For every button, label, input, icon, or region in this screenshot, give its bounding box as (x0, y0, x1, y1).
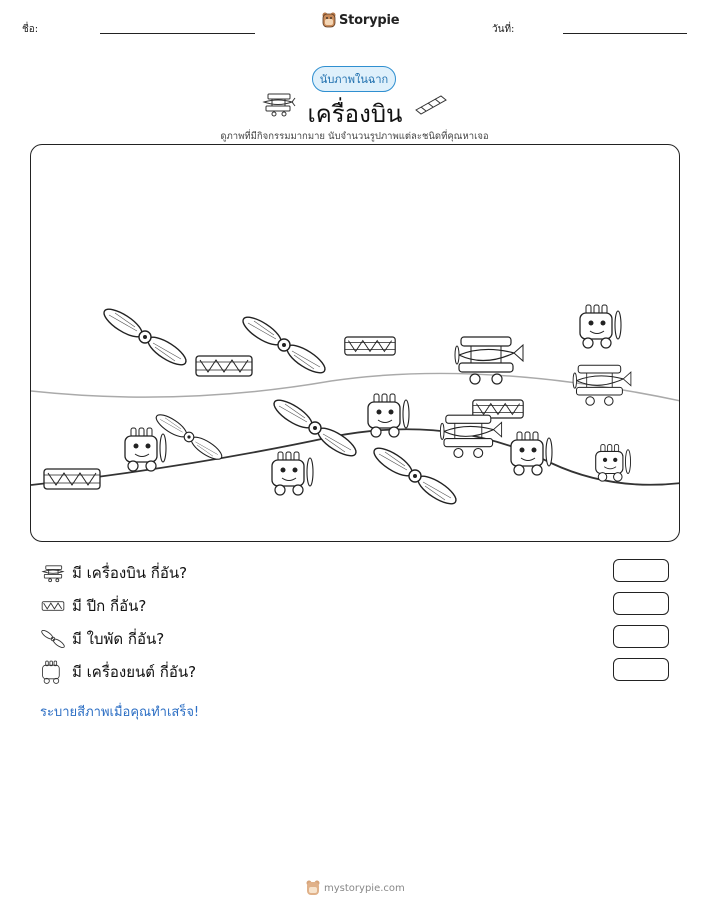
footer (306, 880, 405, 896)
scene-engine (580, 305, 621, 348)
scene-airplane (440, 415, 501, 457)
scene-engine (596, 445, 631, 482)
brand-name: Storypie (339, 12, 400, 28)
scene-propeller (100, 304, 190, 369)
title-wing-icon (413, 92, 449, 118)
scene-wing (345, 337, 395, 355)
question-text: มี ใบพัด กี่อัน? (72, 630, 165, 648)
scene-engine (125, 428, 166, 471)
scene-wing (196, 356, 252, 376)
date-line[interactable] (563, 33, 687, 34)
answer-box-engine[interactable] (613, 658, 669, 681)
scene-propeller (270, 395, 360, 460)
scene-wing (44, 469, 100, 489)
question-row-engine (40, 660, 196, 684)
airplane-icon (40, 562, 66, 584)
worksheet-title: เครื่องบิน (307, 100, 403, 128)
title-airplane-icon (260, 90, 296, 118)
name-line[interactable] (100, 33, 255, 34)
answer-box-wing[interactable] (613, 592, 669, 615)
answer-box-airplane[interactable] (613, 559, 669, 582)
instruction-text: ดูภาพที่มีกิจกรรมมากมาย นับจำนวนรูปภาพแต่ละชนิดที่คุณหาเจอ (220, 131, 489, 142)
question-row-airplane (40, 561, 187, 585)
wing-icon (40, 595, 66, 617)
scene-illustration (31, 145, 680, 542)
scene-engine (511, 432, 552, 475)
question-text: มี ปีก กี่อัน? (72, 597, 147, 615)
footer-bear-icon (306, 880, 320, 896)
question-text: มี เครื่องยนต์ กี่อัน? (72, 663, 197, 681)
scene-airplane (573, 365, 631, 405)
brand-logo (322, 12, 399, 28)
bear-logo-icon (322, 12, 336, 28)
propeller-icon (40, 628, 66, 650)
date-label: วันที่: (492, 24, 515, 35)
engine-icon (40, 660, 66, 684)
question-row-wing (40, 594, 146, 618)
answer-box-propeller[interactable] (613, 625, 669, 648)
footer-site[interactable]: mystorypie.com (324, 882, 405, 894)
question-row-propeller (40, 627, 164, 651)
name-label: ชื่อ: (22, 24, 39, 35)
scene-propeller (370, 443, 460, 508)
question-text: มี เครื่องบิน กี่อัน? (72, 564, 188, 582)
search-scene (30, 144, 680, 542)
scene-engine (272, 452, 313, 495)
category-badge: นับภาพในฉาก (312, 66, 396, 92)
color-instruction: ระบายสีภาพเมื่อคุณทำเสร็จ! (40, 705, 200, 720)
